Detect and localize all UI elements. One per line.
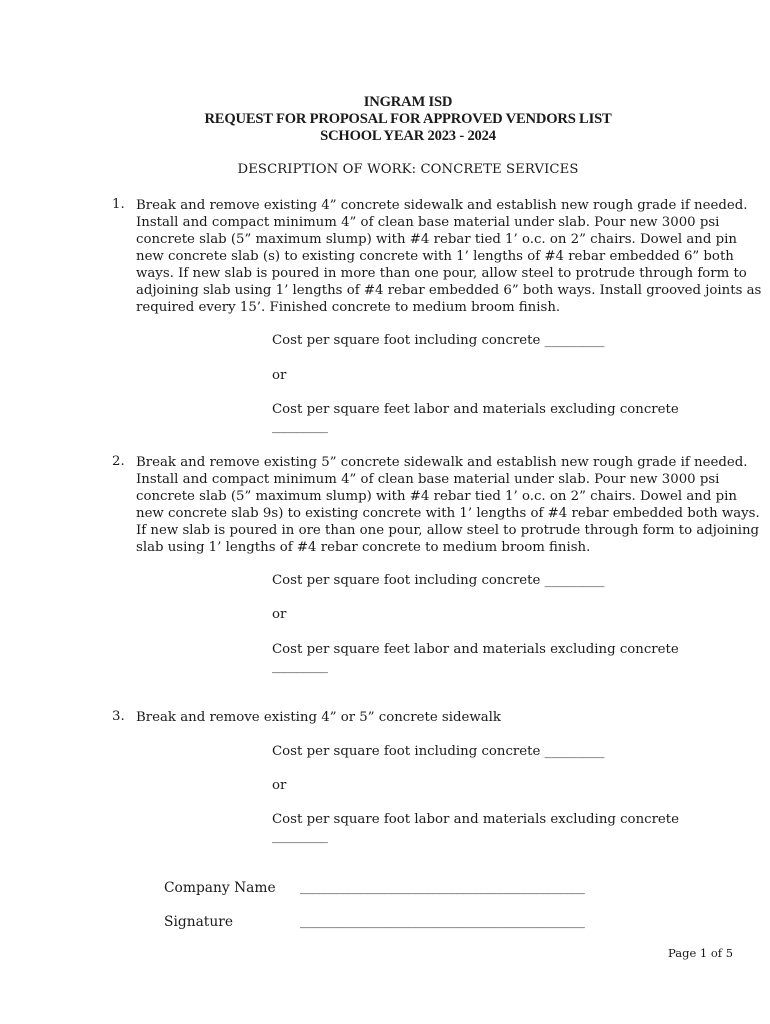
item-1-line: Install and compact minimum 4” of clean base material under slab. Pour new 3000 psi xyxy=(136,215,720,230)
item-2-line: Break and remove existing 5” concrete sidewalk and establish new rough grade if needed. xyxy=(136,455,748,470)
item-2-cost-excluding: Cost per square feet labor and materials excluding concrete xyxy=(272,642,679,657)
company-name-field[interactable]: _______________________________________________ xyxy=(300,880,585,895)
item-1-description xyxy=(136,197,762,316)
item-2-description xyxy=(136,454,760,556)
item-3-line: Break and remove existing 4” or 5” concrete sidewalk xyxy=(136,710,501,725)
signature-field[interactable]: _______________________________________________ xyxy=(300,914,585,929)
item-2-or: or xyxy=(272,607,287,622)
page-number: Page 1 of 5 xyxy=(668,946,734,960)
item-1-cost-excluding: Cost per square feet labor and materials excluding concrete xyxy=(272,402,679,417)
item-3-cost-excluding: Cost per square foot labor and materials excluding concrete xyxy=(272,812,680,827)
item-2-line: new concrete slab 9s) to existing concrete with 1’ lengths of #4 rebar embedded both ways. xyxy=(136,506,760,521)
school-year: SCHOOL YEAR 2023 - 2024 xyxy=(320,128,496,144)
item-3-description xyxy=(136,709,736,726)
document-title: REQUEST FOR PROPOSAL FOR APPROVED VENDORS LIST xyxy=(204,111,612,127)
item-2-cost-including: Cost per square foot including concrete _________ xyxy=(272,573,605,588)
item-2-line: If new slab is poured in ore than one pour, allow steel to protrude through form to adjoining xyxy=(136,523,760,538)
item-3-number: 3. xyxy=(112,709,125,724)
item-1-line: Break and remove existing 4” concrete sidewalk and establish new rough grade if needed. xyxy=(136,198,748,213)
item-2-line: Install and compact minimum 4” of clean base material under slab. Pour new 3000 psi xyxy=(136,472,720,487)
item-1-number: 1. xyxy=(112,197,125,212)
signature-label: Signature xyxy=(164,914,233,930)
item-3-cost-including: Cost per square foot including concrete _________ xyxy=(272,744,605,759)
item-3-blank: _________ xyxy=(272,829,328,844)
item-1-line: adjoining slab using 1’ lengths of #4 rebar embedded 6” both ways. Install grooved joints as xyxy=(136,283,762,298)
org-name: INGRAM ISD xyxy=(363,94,453,110)
item-1-line: ways. If new slab is poured in more than one pour, allow steel to protrude through form to xyxy=(136,266,747,281)
item-1-line: required every 15’. Finished concrete to medium broom finish. xyxy=(136,300,561,315)
item-3-or: or xyxy=(272,778,287,793)
item-2-number: 2. xyxy=(112,454,125,469)
description-of-work: DESCRIPTION OF WORK: CONCRETE SERVICES xyxy=(237,162,579,177)
item-2-blank: _________ xyxy=(272,659,328,674)
item-1-blank: _________ xyxy=(272,419,328,434)
item-1-line: concrete slab (5” maximum slump) with #4 rebar tied 1’ o.c. on 2” chairs. Dowel and pin xyxy=(136,232,737,247)
company-name-label: Company Name xyxy=(164,880,276,896)
item-1-or: or xyxy=(272,368,287,383)
item-1-cost-including: Cost per square foot including concrete _________ xyxy=(272,333,605,348)
item-1-line: new concrete slab (s) to existing concrete with 1’ lengths of #4 rebar embedded 6” both xyxy=(136,249,734,264)
item-2-line: concrete slab (5” maximum slump) with #4 rebar tied 1’ o.c. on 2” chairs. Dowel and pin xyxy=(136,489,737,504)
item-2-line: slab using 1’ lengths of #4 rebar concrete to medium broom finish. xyxy=(136,540,591,555)
